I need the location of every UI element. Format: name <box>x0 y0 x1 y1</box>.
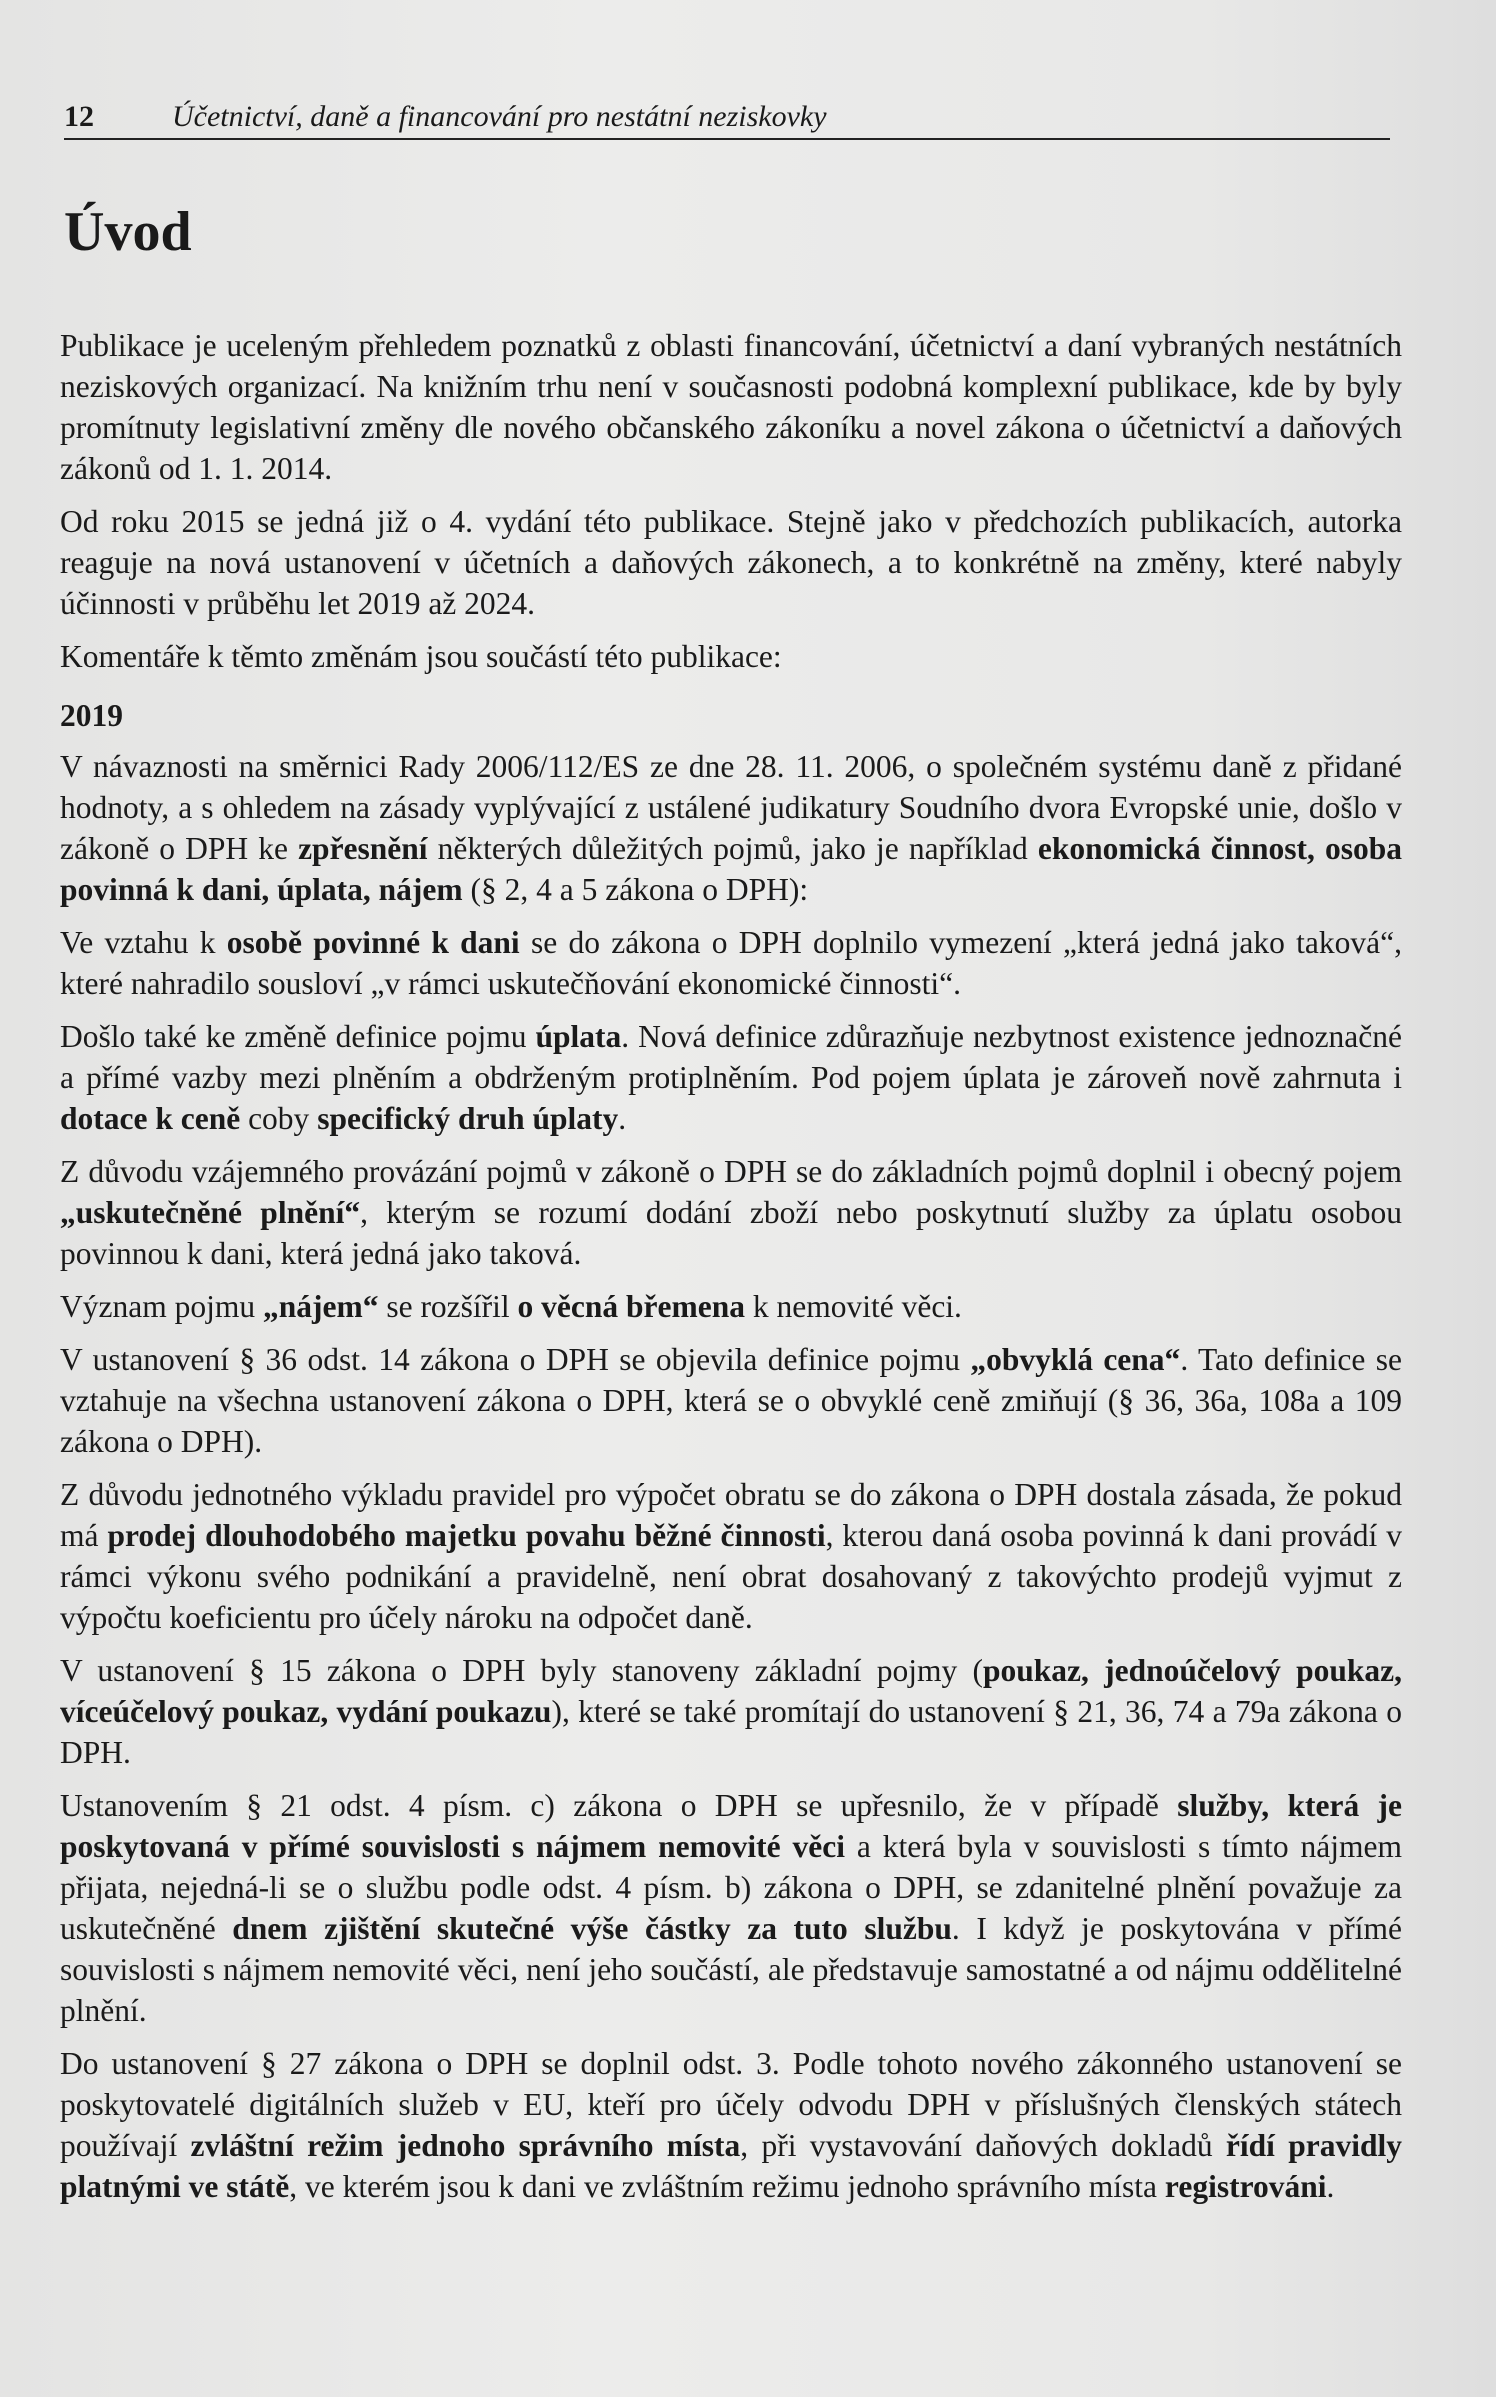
body-text <box>60 325 1402 2219</box>
paragraph: Od roku 2015 se jedná již o 4. vydání této publikace. Stejně jako v předchozích publikacích, autorka reaguje na nová ustanovení v účetních a daňových zákonech, a to konkrétně na změny, které nabyly účinnosti v průběhu let 2019 až 2024. <box>60 504 1402 621</box>
text-run: V ustanovení § 15 zákona o DPH byly stanoveny základní pojmy ( <box>60 1653 983 1688</box>
text-run: ), které se také promítají do ustanovení § 21, 36, 74 a 79a zákona o DPH. <box>60 1694 1402 1770</box>
year-heading: 2019 <box>60 698 123 733</box>
text-run: coby <box>240 1101 318 1136</box>
section-title: Úvod <box>64 201 192 263</box>
text-run: Z důvodu jednotného výkladu pravidel pro výpočet obratu se do zákona o DPH dostala zásada, že pokud má <box>60 1477 1402 1553</box>
text-run: Ve vztahu k <box>60 925 227 960</box>
header-rule <box>64 138 1390 140</box>
paragraph <box>60 922 1402 1004</box>
text-run: . <box>1326 2169 1335 2204</box>
bold-term: zpřesnění <box>298 831 428 866</box>
bold-term: poukaz, jednoúčelový poukaz, víceúčelový poukaz, vydání poukazu <box>60 1653 1402 1729</box>
paragraph <box>60 746 1402 910</box>
text-run: Z důvodu vzájemného provázání pojmů v zákoně o DPH se do základních pojmů doplnil i obecný pojem <box>60 1154 1402 1189</box>
text-run: , při vystavování daňových dokladů <box>740 2128 1226 2163</box>
running-header <box>64 100 1390 134</box>
paragraph <box>60 1650 1402 1773</box>
text-run: V ustanovení § 36 odst. 14 zákona o DPH se objevila definice pojmu <box>60 1342 971 1377</box>
text-run: (§ 2, 4 a 5 zákona o DPH): <box>462 872 809 907</box>
bold-term: dnem zjištění skutečné výše částky za tuto službu <box>232 1911 952 1946</box>
bold-term: řídí pravidly platnými ve státě <box>60 2128 1403 2204</box>
paragraph: Komentáře k těmto změnám jsou součástí této publikace: <box>60 639 782 674</box>
text-run: a která byla v souvislosti s tímto nájmem přijata, nejedná-li se o službu podle odst. 4 písm. b) zákona o DPH, se zdanitelné plnění považuje za uskutečněné <box>60 1829 1402 1946</box>
book-title: Účetnictví, daně a financování pro nestátní neziskovky <box>172 100 827 133</box>
paragraph <box>60 1151 1402 1274</box>
bold-term: „obvyklá cena“ <box>970 1342 1181 1377</box>
bold-term: osobě povinné k dani <box>226 925 520 960</box>
bold-term: zvláštní režim jednoho správního místa <box>190 2128 741 2163</box>
bold-term: ekonomická činnost, osoba povinná k dani, úplata, nájem <box>60 831 1403 907</box>
paragraph: Publikace je uceleným přehledem poznatků z oblasti financování, účetnictví a daní vybraných nestátních neziskových organizací. Na knižním trhu není v současnosti podobná komplexní publikace, kde by byly promítnuty legislativní změny dle nového občanského zákoníku a novel zákona o účetnictví a daňových zákonů od 1. 1. 2014. <box>60 328 1402 486</box>
text-run: Ustanovením § 21 odst. 4 písm. c) zákona o DPH se upřesnilo, že v případě <box>60 1788 1178 1823</box>
text-run: Do ustanovení § 27 zákona o DPH se doplnil odst. 3. Podle tohoto nového zákonného ustanovení se poskytovatelé digitálních služeb v EU, kteří pro účely odvodu DPH v příslušných členských státech používají <box>60 2046 1402 2163</box>
bold-term: specifický druh úplaty <box>317 1101 619 1136</box>
bold-term: registrováni <box>1164 2169 1327 2204</box>
text-run: Došlo také ke změně definice pojmu <box>60 1019 536 1054</box>
paragraph <box>60 1016 1402 1139</box>
bold-term: „nájem“ <box>262 1289 379 1324</box>
page-number: 12 <box>64 100 94 133</box>
bold-term: prodej dlouhodobého majetku povahu běžné činnosti <box>107 1518 826 1553</box>
text-run: některých důležitých pojmů, jako je například <box>427 831 1038 866</box>
bold-term: služby, která je poskytovaná v přímé souvislosti s nájmem nemovité věci <box>60 1788 1402 1864</box>
paragraph <box>60 1286 1402 1327</box>
text-run: k nemovité věci. <box>745 1289 962 1324</box>
paragraph <box>60 1339 1402 1462</box>
text-run: . <box>618 1101 627 1136</box>
text-run: , kterým se rozumí dodání zboží nebo poskytnutí služby za úplatu osobou povinnou k dani, která jedná jako taková. <box>60 1195 1403 1271</box>
paragraph <box>60 2043 1402 2207</box>
text-run: . I když je poskytována v přímé souvislosti s nájmem nemovité věci, není jeho součástí, ale představuje samostatné a od nájmu oddělitelné plnění. <box>60 1911 1403 2028</box>
text-run: Význam pojmu <box>60 1289 263 1324</box>
bold-term: „uskutečněné plnění“ <box>60 1195 361 1230</box>
text-run: se rozšířil <box>378 1289 518 1324</box>
bold-term: o věcná břemena <box>517 1289 745 1324</box>
text-run: , ve kterém jsou k dani ve zvláštním režimu jednoho správního místa <box>289 2169 1165 2204</box>
bold-term: úplata <box>535 1019 622 1054</box>
paragraph <box>60 1785 1402 2031</box>
text-run: . Nová definice zdůrazňuje nezbytnost existence jednoznačné a přímé vazby mezi plněním a obdrženým protiplněním. Pod pojem úplata je zároveň nově zahrnuta i <box>60 1019 1402 1095</box>
text-run: , kterou daná osoba povinná k dani provádí v rámci výkonu svého podnikání a pravidelně, není obrat dosahovaný z takovýchto prodejů vyjmut z výpočtu koeficientu pro účely nároku na odpočet daně. <box>60 1518 1403 1635</box>
paragraph <box>60 1474 1402 1638</box>
text-run: se do zákona o DPH doplnilo vymezení „která jedná jako taková“, které nahradilo sousloví „v rámci uskutečňování ekonomické činnosti“. <box>60 925 1403 1001</box>
bold-term: dotace k ceně <box>60 1101 241 1136</box>
text-run: . Tato definice se vztahuje na všechna ustanovení zákona o DPH, která se o obvyklé ceně zmiňují (§ 36, 36a, 108a a 109 zákona o DPH). <box>60 1342 1402 1459</box>
text-run: V návaznosti na směrnici Rady 2006/112/ES ze dne 28. 11. 2006, o společném systému daně z přidané hodnoty, a s ohledem na zásady vyplývající z ustálené judikatury Soudního dvora Evropské unie, došlo v zákoně o DPH ke <box>60 749 1402 866</box>
